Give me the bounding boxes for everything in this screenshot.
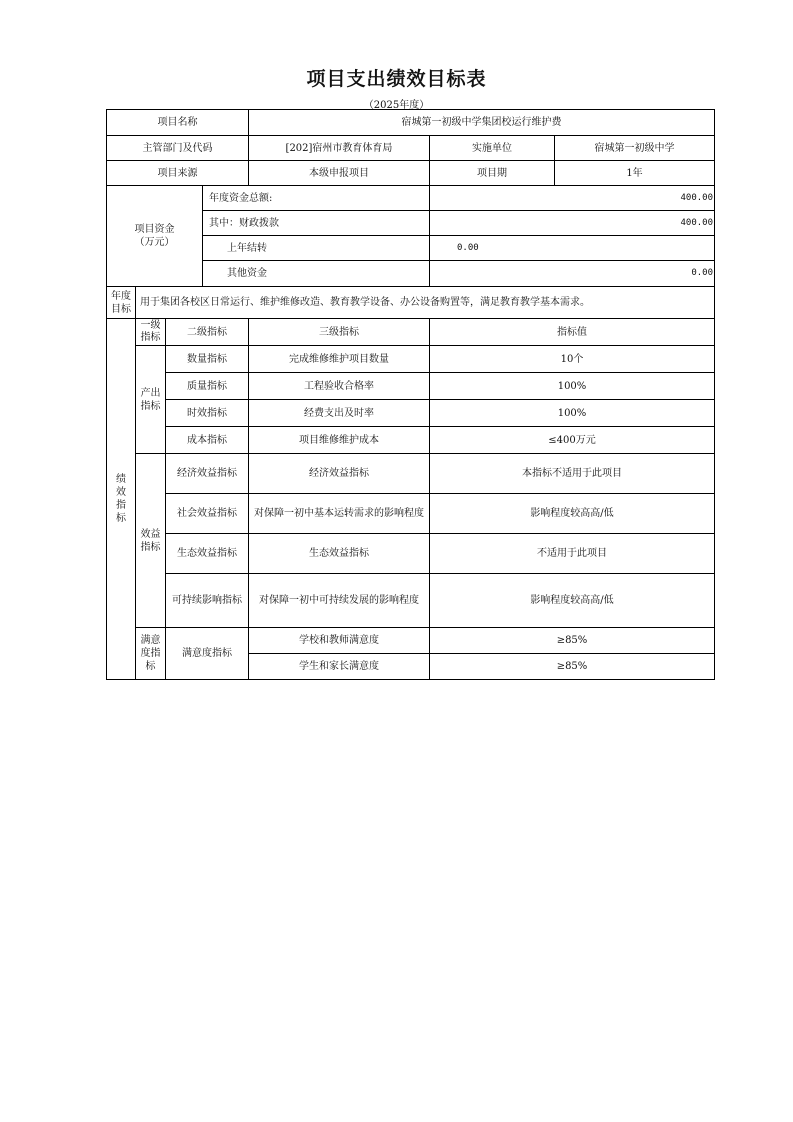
benefit-level3: 经济效益指标 bbox=[249, 454, 430, 494]
department-label: 主管部门及代码 bbox=[107, 136, 249, 161]
funds-total-value: 400.00 bbox=[430, 186, 715, 211]
table-row bbox=[107, 628, 715, 654]
output-value: 100% bbox=[430, 373, 715, 400]
project-name-label: 项目名称 bbox=[107, 110, 249, 136]
funds-fiscal-value: 400.00 bbox=[430, 211, 715, 236]
row-funds-total bbox=[107, 186, 715, 211]
output-indicators-label: 产出 指标 bbox=[136, 346, 166, 454]
output-value: ≤400万元 bbox=[430, 427, 715, 454]
source-label: 项目来源 bbox=[107, 161, 249, 186]
output-level3: 工程验收合格率 bbox=[249, 373, 430, 400]
output-level2: 数量指标 bbox=[166, 346, 249, 373]
funds-other-value: 0.00 bbox=[430, 261, 715, 287]
output-level3: 项目维修维护成本 bbox=[249, 427, 430, 454]
row-department bbox=[107, 136, 715, 161]
funds-carryover-value: 0.00 bbox=[430, 236, 715, 261]
period-value: 1年 bbox=[555, 161, 715, 186]
benefit-value: 影响程度较高高/低 bbox=[430, 494, 715, 534]
satisfaction-value: ≥85% bbox=[430, 654, 715, 680]
funds-fiscal-label: 其中：财政拨款 bbox=[203, 211, 430, 236]
satisfaction-indicators-label: 满意 度指 标 bbox=[136, 628, 166, 680]
header-level2: 二级指标 bbox=[166, 319, 249, 346]
output-level2: 质量指标 bbox=[166, 373, 249, 400]
funds-carryover-label: 上年结转 bbox=[203, 236, 430, 261]
source-value: 本级申报项目 bbox=[249, 161, 430, 186]
benefit-level2: 经济效益指标 bbox=[166, 454, 249, 494]
benefit-level2: 社会效益指标 bbox=[166, 494, 249, 534]
table-row bbox=[107, 574, 715, 628]
table-row bbox=[107, 400, 715, 427]
funds-label: 项目资金 （万元） bbox=[107, 186, 203, 287]
benefit-level2: 可持续影响指标 bbox=[166, 574, 249, 628]
benefit-value: 不适用于此项目 bbox=[430, 534, 715, 574]
output-value: 100% bbox=[430, 400, 715, 427]
satisfaction-level3: 学生和家长满意度 bbox=[249, 654, 430, 680]
implementer-label: 实施单位 bbox=[430, 136, 555, 161]
output-level2: 成本指标 bbox=[166, 427, 249, 454]
satisfaction-level3: 学校和教师满意度 bbox=[249, 628, 430, 654]
table-row bbox=[107, 534, 715, 574]
table-row bbox=[107, 346, 715, 373]
table-row bbox=[107, 494, 715, 534]
implementer-value: 宿城第一初级中学 bbox=[555, 136, 715, 161]
annual-goal-label: 年度 目标 bbox=[107, 287, 136, 319]
row-source bbox=[107, 161, 715, 186]
row-project-name bbox=[107, 110, 715, 136]
output-level3: 完成维修维护项目数量 bbox=[249, 346, 430, 373]
header-level1: 一级 指标 bbox=[136, 319, 166, 346]
project-name-value: 宿城第一初级中学集团校运行维护费 bbox=[249, 110, 715, 136]
table-row bbox=[107, 454, 715, 494]
benefit-level3: 生态效益指标 bbox=[249, 534, 430, 574]
table-row bbox=[107, 373, 715, 400]
benefit-level3: 对保障一初中基本运转需求的影响程度 bbox=[249, 494, 430, 534]
benefit-level3: 对保障一初中可持续发展的影响程度 bbox=[249, 574, 430, 628]
benefit-value: 本指标不适用于此项目 bbox=[430, 454, 715, 494]
benefit-value: 影响程度较高高/低 bbox=[430, 574, 715, 628]
row-annual-goal bbox=[107, 287, 715, 319]
funds-other-label: 其他资金 bbox=[203, 261, 430, 287]
indicators-section-label: 绩 效 指 标 bbox=[107, 319, 136, 680]
performance-target-table bbox=[106, 109, 715, 680]
department-value: [202]宿州市教育体育局 bbox=[249, 136, 430, 161]
header-value: 指标值 bbox=[430, 319, 715, 346]
output-level3: 经费支出及时率 bbox=[249, 400, 430, 427]
annual-goal-text: 用于集团各校区日常运行、维护维修改造、教育教学设备、办公设备购置等，满足教育教学基本需求。 bbox=[136, 287, 715, 319]
benefit-level2: 生态效益指标 bbox=[166, 534, 249, 574]
benefit-indicators-label: 效益 指标 bbox=[136, 454, 166, 628]
output-level2: 时效指标 bbox=[166, 400, 249, 427]
page-title: 项目支出绩效目标表 bbox=[306, 68, 487, 90]
output-value: 10个 bbox=[430, 346, 715, 373]
satisfaction-value: ≥85% bbox=[430, 628, 715, 654]
fiscal-year: （2025年度） bbox=[363, 100, 430, 111]
header-level3: 三级指标 bbox=[249, 319, 430, 346]
funds-total-label: 年度资金总额: bbox=[203, 186, 430, 211]
table-row bbox=[107, 427, 715, 454]
period-label: 项目期 bbox=[430, 161, 555, 186]
satisfaction-level2: 满意度指标 bbox=[166, 628, 249, 680]
row-indicator-header bbox=[107, 319, 715, 346]
